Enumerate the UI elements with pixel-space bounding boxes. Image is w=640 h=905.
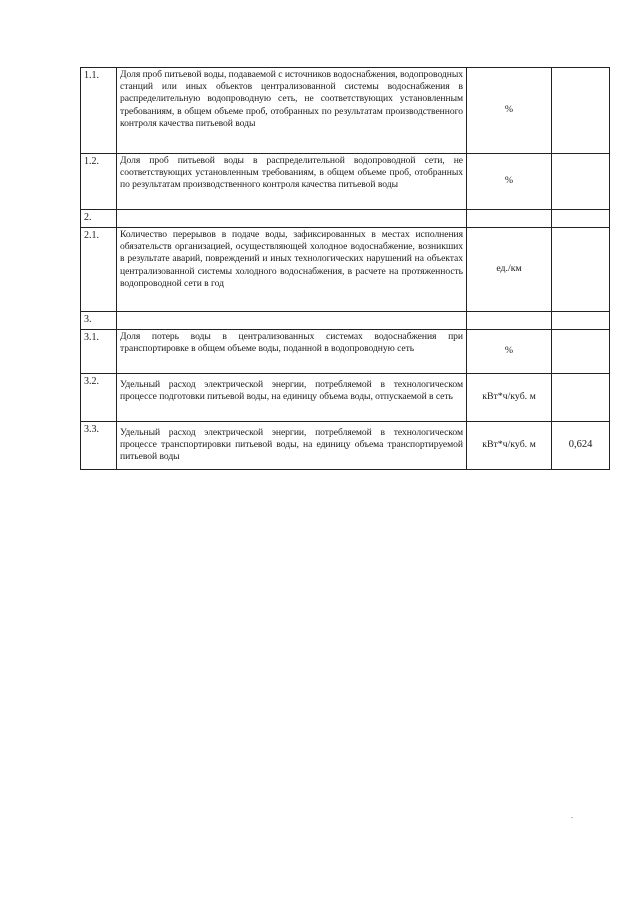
indicator-value bbox=[552, 312, 610, 330]
indicator-value bbox=[552, 154, 610, 210]
section-name bbox=[117, 210, 467, 228]
unit-of-measure: % bbox=[467, 154, 552, 210]
section-number: 2. bbox=[81, 210, 117, 228]
section-row bbox=[81, 210, 610, 228]
unit-of-measure bbox=[467, 210, 552, 228]
indicator-value bbox=[552, 210, 610, 228]
unit-of-measure: % bbox=[467, 330, 552, 374]
scan-speck bbox=[571, 817, 573, 818]
indicator-value bbox=[552, 68, 610, 154]
unit-of-measure: % bbox=[467, 68, 552, 154]
row-number: 1.1. bbox=[81, 68, 117, 154]
indicator-name: Доля проб питьевой воды, подаваемой с источников водоснабжения, водопроводных станций или иных объектов централизованной системы водоснабжения в распределительную водопроводную сеть, не соответствующих установленным требованиям, в общем объеме проб, отобранных по результатам производственного контроля качества питьевой воды bbox=[117, 68, 467, 154]
row-number: 1.2. bbox=[81, 154, 117, 210]
indicator-value bbox=[552, 228, 610, 312]
unit-of-measure: ед./км bbox=[467, 228, 552, 312]
indicator-name: Доля проб питьевой воды в распределительной водопроводной сети, не соответствующих установленным требованиям, в общем объеме проб, отобранных по результатам производственного контроля качества питьевой воды bbox=[117, 154, 467, 210]
table-row bbox=[81, 374, 610, 422]
section-name bbox=[117, 312, 467, 330]
section-row bbox=[81, 312, 610, 330]
row-number: 3.3. bbox=[81, 422, 117, 470]
unit-of-measure bbox=[467, 312, 552, 330]
table-row bbox=[81, 68, 610, 154]
section-number: 3. bbox=[81, 312, 117, 330]
indicator-value bbox=[552, 330, 610, 374]
row-number: 3.1. bbox=[81, 330, 117, 374]
indicators-table bbox=[80, 67, 610, 470]
unit-of-measure: кВт*ч/куб. м bbox=[467, 374, 552, 422]
indicator-name: Количество перерывов в подаче воды, зафиксированных в местах исполнения обязательств организацией, осуществляющей холодное водоснабжение, возникших в результате аварий, повреждений и иных технологических нарушений на объектах централизованной системы холодного водоснабжения, в расчете на протяженность водопроводной сети в год bbox=[117, 228, 467, 312]
indicator-value: 0,624 bbox=[552, 422, 610, 470]
table-row bbox=[81, 422, 610, 470]
indicator-name: Удельный расход электрической энергии, потребляемой в технологическом процессе подготовки питьевой воды, на единицу объема воды, отпускаемой в сеть bbox=[117, 374, 467, 422]
table-row bbox=[81, 154, 610, 210]
indicator-name: Доля потерь воды в централизованных системах водоснабжения при транспортировке в общем объеме воды, поданной в водопроводную сеть bbox=[117, 330, 467, 374]
table-row bbox=[81, 228, 610, 312]
table-row bbox=[81, 330, 610, 374]
row-number: 2.1. bbox=[81, 228, 117, 312]
indicator-value bbox=[552, 374, 610, 422]
indicator-name: Удельный расход электрической энергии, потребляемой в технологическом процессе транспортировки питьевой воды, на единицу объема транспортируемой питьевой воды bbox=[117, 422, 467, 470]
unit-of-measure: кВт*ч/куб. м bbox=[467, 422, 552, 470]
row-number: 3.2. bbox=[81, 374, 117, 422]
